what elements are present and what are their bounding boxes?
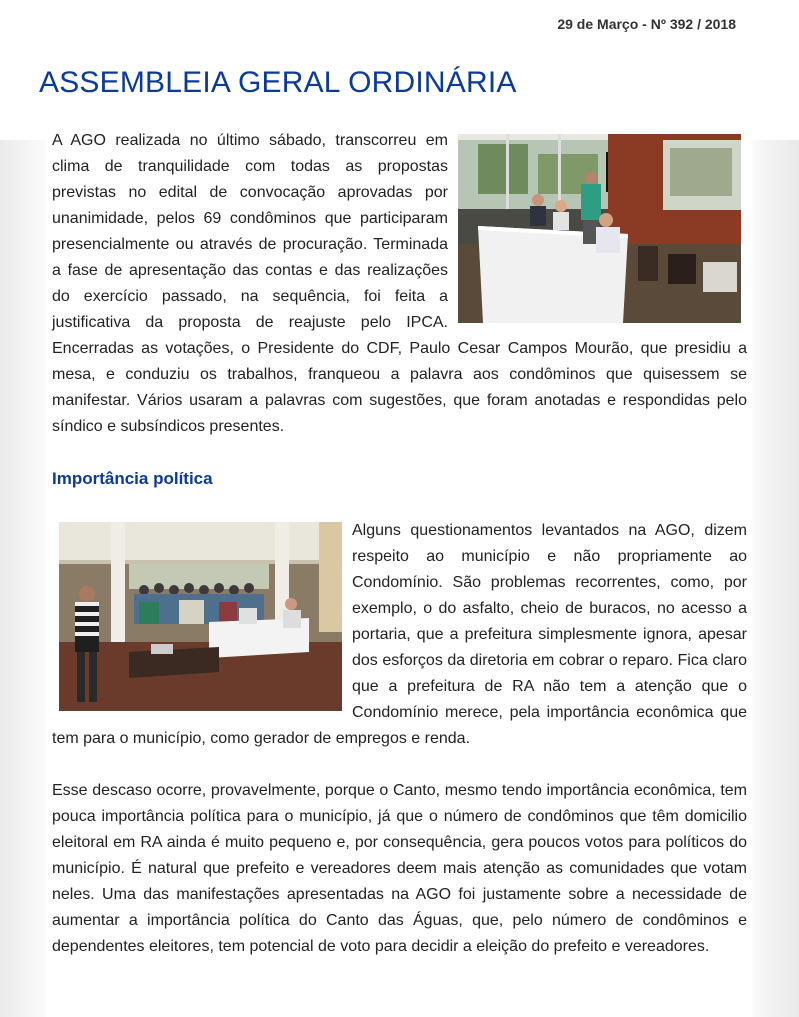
- article-body: [52, 128, 747, 960]
- audience-photo: [59, 522, 342, 711]
- meeting-table-photo: [458, 134, 741, 323]
- section-heading-political: Importância política: [52, 469, 213, 488]
- issue-date: 29 de Março - Nº 392 / 2018: [557, 16, 736, 32]
- paragraph-intro: A AGO realizada no último sábado, transcorreu em clima de tranquilidade com todas as propostas previstas no edital de convocação aprovadas por unanimidade, pelos 69 condôminos que participaram presencialmente ou através de procuração. Terminada a fase de apresentação das contas e das realizações do exercício passado, na sequência, foi feita a justificativa da proposta de reajuste pelo IPCA. Encerradas as votações, o Presidente do CDF, Paulo Cesar Campos Mourão, que presidiu a mesa, e conduziu os trabalhos, franqueou a palavra aos condôminos que quisessem se manifestar. Vários usaram a palavras com sugestões, que foram anotadas e respondidas pelo síndico e subsíndicos presentes.: [52, 132, 747, 435]
- article-title: ASSEMBLEIA GERAL ORDINÁRIA: [39, 66, 517, 99]
- paragraph-political-importance: Esse descaso ocorre, provavelmente, porque o Canto, mesmo tendo importância econômica, tem pouca importância política para o município, já que o número de condôminos que têm domicilio eleitoral em RA ainda é muito pequeno e, por consequência, gera poucos votos para políticos do município. É natural que prefeito e vereadores deem mais atenção as comunidades que votam neles. Uma das manifestações apresentadas na AGO foi justamente sobre a necessidade de aumentar a importância política do Canto das Águas, que, pelo número de condôminos e dependentes eleitores, tem potencial de voto para decidir a eleição do prefeito e vereadores.: [52, 782, 747, 955]
- paragraph-questions: Alguns questionamentos levantados na AGO, dizem respeito ao município e não propriamente ao Condomínio. São problemas recorrentes, como, por exemplo, o do asfalto, cheio de buracos, no acesso a portaria, que a prefeitura simplesmente ignora, apesar dos esforços da diretoria em cobrar o reparo. Fica claro que a prefeitura de RA não tem a atenção que o Condomínio merece, pela importância econômica que tem para o município, como gerador de empregos e renda.: [52, 522, 747, 747]
